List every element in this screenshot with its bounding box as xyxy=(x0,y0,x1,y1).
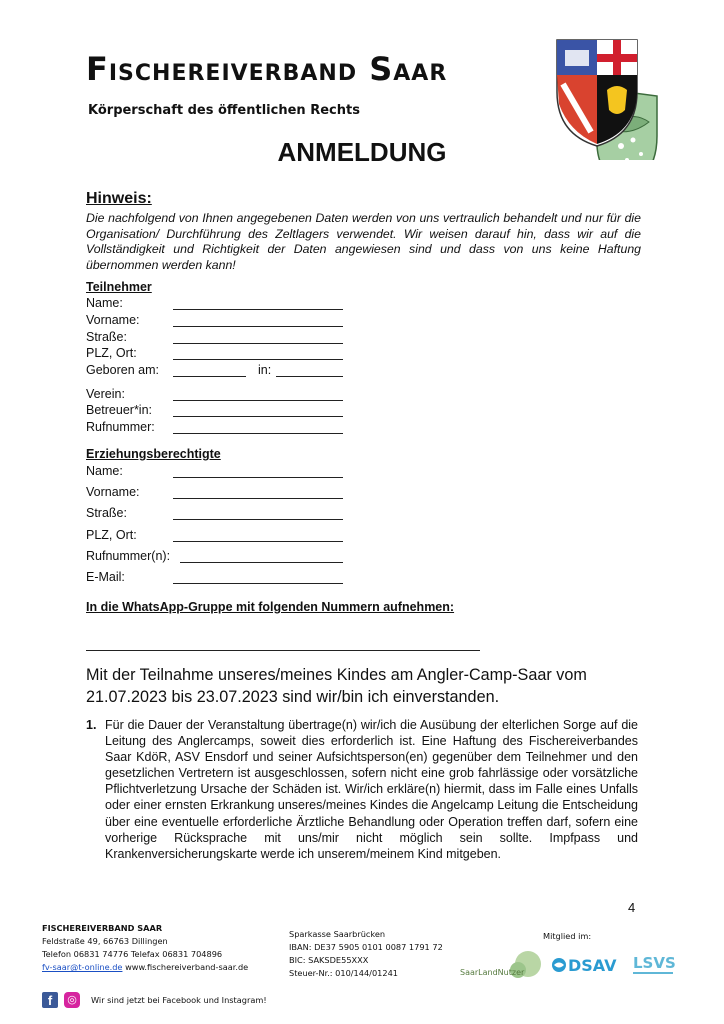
consent-text: Mit der Teilnahme unseres/meines Kindes am Angler-Camp-Saar vom 21.07.2023 bis 23.07.2023 sind wir/bin ich einverstanden. xyxy=(86,666,587,706)
participant-supervisor-field[interactable] xyxy=(173,416,343,417)
whatsapp-numbers-field[interactable] xyxy=(86,650,480,651)
footer-org-name: FISCHEREIVERBAND SAAR xyxy=(42,923,163,933)
footer-bic: BIC: SAKSDE55XXX xyxy=(289,955,369,965)
dsav-logo-text: DSAV xyxy=(568,956,617,975)
guardian-firstname-label: Vorname: xyxy=(86,485,140,499)
guardian-zip-city-label: PLZ, Ort: xyxy=(86,528,137,542)
page-number: 4 xyxy=(628,900,636,915)
participant-phone-label: Rufnummer: xyxy=(86,420,155,434)
participant-zip-city-label: PLZ, Ort: xyxy=(86,346,137,360)
footer-phone-fax: Telefon 06831 74776 Telefax 06831 704896 xyxy=(42,949,223,959)
org-title: Fischereiverband Saar xyxy=(86,50,448,88)
footer-contact xyxy=(42,922,282,974)
participant-club-field[interactable] xyxy=(173,400,343,401)
footer-bank-name: Sparkasse Saarbrücken xyxy=(289,929,386,939)
participant-born-in-field[interactable] xyxy=(276,376,343,377)
social-text: Wir sind jetzt bei Facebook und Instagram! xyxy=(91,995,267,1005)
footer-email-link[interactable]: fv-saar@t-online.de xyxy=(42,962,123,972)
participant-club-label: Verein: xyxy=(86,387,125,401)
facebook-icon[interactable]: f xyxy=(42,992,58,1008)
guardian-firstname-field[interactable] xyxy=(173,498,343,499)
lsvs-logo-text: LSVS xyxy=(633,954,676,972)
participant-street-field[interactable] xyxy=(173,343,343,344)
member-label: Mitglied im: xyxy=(543,931,592,941)
footer-iban: IBAN: DE37 5905 0101 0087 1791 72 xyxy=(289,942,443,952)
org-subtitle: Körperschaft des öffentlichen Rechts xyxy=(88,103,360,118)
guardian-phones-field[interactable] xyxy=(180,562,343,563)
participant-firstname-field[interactable] xyxy=(173,326,343,327)
notice-text: Die nachfolgend von Ihnen angegebenen Daten werden von uns vertraulich behandelt und nur für die Organisation/ Durchführung des Zeltlagers verwendet. Wir weisen darauf hin, dass wir auf die Vollständigkeit und Richtigkeit der Daten angewiesen sind und dass von uns keine Haftung übernommen werden kann! xyxy=(86,211,641,272)
guardian-name-label: Name: xyxy=(86,464,123,478)
guardian-street-label: Straße: xyxy=(86,506,127,520)
saarland-coat-of-arms-icon xyxy=(557,40,637,146)
guardian-street-field[interactable] xyxy=(173,519,343,520)
footer-website[interactable]: www.fischereiverband-saar.de xyxy=(125,962,249,972)
participant-phone-field[interactable] xyxy=(173,433,343,434)
participant-name-label: Name: xyxy=(86,296,123,310)
guardian-email-field[interactable] xyxy=(173,583,343,584)
participant-street-label: Straße: xyxy=(86,330,127,344)
footer-bank xyxy=(289,928,459,980)
participant-born-on-label: Geboren am: xyxy=(86,363,159,377)
guardian-phones-label: Rufnummer(n): xyxy=(86,549,171,563)
participant-zip-city-field[interactable] xyxy=(173,359,343,360)
guardian-name-field[interactable] xyxy=(173,477,343,478)
guardian-heading: Erziehungsberechtigte xyxy=(86,447,221,461)
participant-heading: Teilnehmer xyxy=(86,280,152,294)
whatsapp-heading: In die WhatsApp-Gruppe mit folgenden Nummern aufnehmen: xyxy=(86,600,455,614)
instagram-icon[interactable]: ◎ xyxy=(64,992,80,1008)
footer-address: Feldstraße 49, 66763 Dillingen xyxy=(42,936,168,946)
participant-firstname-label: Vorname: xyxy=(86,313,140,327)
item-text: Für die Dauer der Veranstaltung übertrage(n) wir/ich die Ausübung der elterlichen Sorge auf die Leitung des Anglercamps, soweit dies erforderlich ist. Eine Haftung des Fischereiverbandes Saar KdöR, ASV Ensdorf und seiner Aufsichtsperson(en) gegenüber dem Teilnehmer und den gesetzlichen Vertretern ist ausgeschlossen, sofern nicht eine grob fahrlässige oder vorsätzliche Pflichtverletzung Ursache der Schäden ist. Wir/ich erkläre(n) hiermit, dass im Falle eines Unfalls oder einer ernsten Erkrankung unseres/meines Kindes die Angelcamp Leitung die Entscheidung über eine eventuelle erforderliche Ärztliche Behandlung oder Operation treffen darf, sofern eine vorherige Rücksprache mit uns/mir nicht möglich sein sollte. Impfpass und Krankenversicherungskarte werde ich unserem/meinem Kind mitgeben. xyxy=(105,718,638,861)
document-title: ANMELDUNG xyxy=(277,137,447,167)
guardian-email-label: E-Mail: xyxy=(86,570,125,584)
guardian-zip-city-field[interactable] xyxy=(173,541,343,542)
saarlandnutzer-logo-icon xyxy=(458,948,548,982)
saarlandnutzer-logo-text: SaarLandNutzer xyxy=(460,968,525,977)
footer-tax-no: Steuer-Nr.: 010/144/01241 xyxy=(289,968,398,978)
participant-name-field[interactable] xyxy=(173,309,343,310)
lsvs-logo-icon xyxy=(633,950,677,980)
dsav-logo-icon xyxy=(550,950,630,980)
participant-born-on-field[interactable] xyxy=(173,376,246,377)
participant-supervisor-label: Betreuer*in: xyxy=(86,403,153,417)
item-number: 1. xyxy=(86,718,97,732)
notice-heading: Hinweis: xyxy=(86,190,152,207)
participant-born-in-label: in: xyxy=(258,363,272,377)
